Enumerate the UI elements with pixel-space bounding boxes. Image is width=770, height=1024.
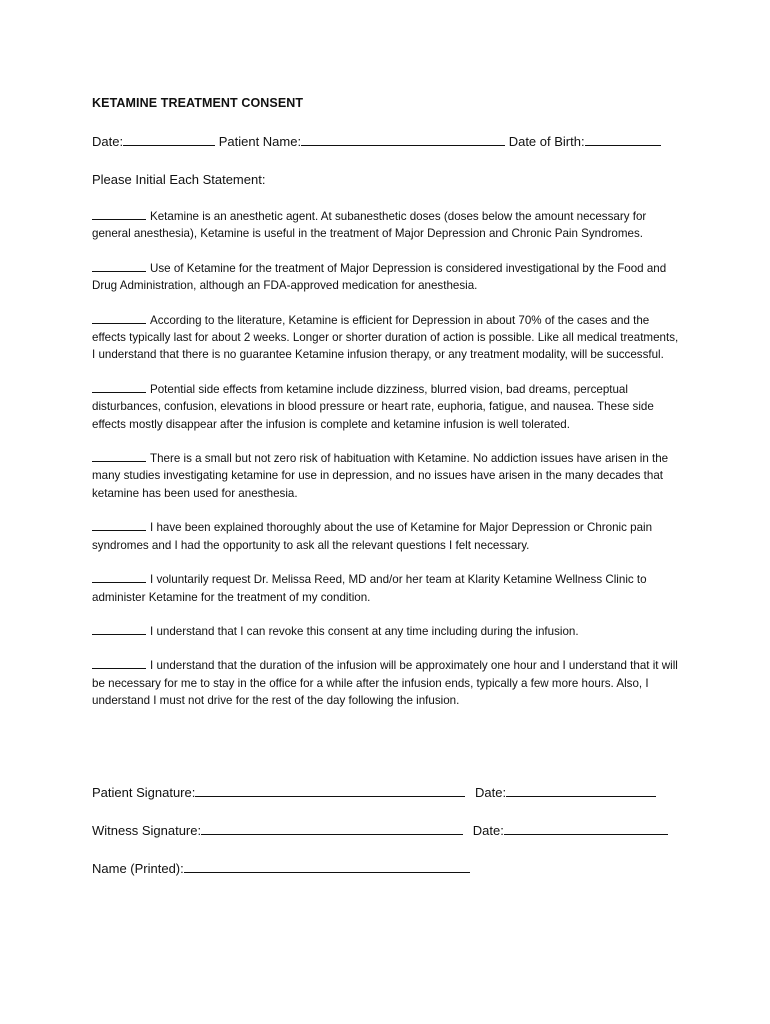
statement-item: I understand that I can revoke this consent at any time including during the infusion. <box>92 623 682 640</box>
initial-field[interactable] <box>92 261 146 272</box>
statement-item: Potential side effects from ketamine include dizziness, blurred vision, bad dreams, perceptual disturbances, confusion, elevations in blood pressure or heart rate, euphoria, fatigue, and nausea. These side effects mostly disappear after the infusion is complete and ketamine infusion is well tolerated. <box>92 382 654 431</box>
initial-field[interactable] <box>92 572 146 583</box>
initial-field[interactable] <box>92 451 146 462</box>
initial-instruction: Please Initial Each Statement: <box>92 172 266 187</box>
statement-item: Ketamine is an anesthetic agent. At subanesthetic doses (doses below the amount necessary for general anesthesia), Ketamine is useful in the treatment of Major Depression and Chronic Pain Syndromes. <box>92 210 647 241</box>
witness-signature-field[interactable] <box>201 822 463 835</box>
patient-signature-label: Patient Signature: <box>92 785 196 800</box>
initial-field[interactable] <box>92 382 146 393</box>
initial-field[interactable] <box>92 209 146 220</box>
witness-date-field[interactable] <box>504 822 668 835</box>
statement-item: I understand that the duration of the infusion will be approximately one hour and I understand that it will be necessary for me to stay in the office for a while after the infusion ends, typically a few more hours. Also, I understand I must not drive for the rest of the day following the infusion. <box>92 659 678 708</box>
patient-name-field[interactable] <box>301 133 505 146</box>
document-title: KETAMINE TREATMENT CONSENT <box>92 96 304 110</box>
initial-field[interactable] <box>92 520 146 531</box>
patient-name-label: Patient Name: <box>218 134 302 149</box>
name-printed-row <box>92 860 476 876</box>
statement-item: There is a small but not zero risk of habituation with Ketamine. No addiction issues have arisen in the many studies investigating ketamine for use in depression, and no issues have arisen in the many decades that ketamine has been used for anesthesia. <box>92 452 669 500</box>
witness-signature-row <box>92 822 674 838</box>
date-label: Date: <box>92 134 124 149</box>
dob-label: Date of Birth: <box>508 134 585 149</box>
header-fields-row <box>92 133 661 149</box>
statement-item: Use of Ketamine for the treatment of Major Depression is considered investigational by the Food and Drug Administration, although an FDA-approved medication for anesthesia. <box>92 261 667 293</box>
patient-signature-field[interactable] <box>195 784 465 797</box>
patient-signature-row <box>92 784 662 800</box>
initial-field[interactable] <box>92 624 146 635</box>
witness-date-label: Date: <box>472 823 504 838</box>
dob-field[interactable] <box>585 133 661 146</box>
statement-item: I voluntarily request Dr. Melissa Reed, MD and/or her team at Klarity Ketamine Wellness Clinic to administer Ketamine for the treatment of my condition. <box>92 573 647 604</box>
name-printed-field[interactable] <box>184 860 470 873</box>
initial-field[interactable] <box>92 313 146 324</box>
statement-item: According to the literature, Ketamine is efficient for Depression in about 70% of the cases and the effects typically last for about 2 weeks. Longer or shorter duration of action is possible. Like all medical treatments, I understand that there is no guarantee Ketamine infusion therapy, or any treatment modality, will be successful. <box>92 313 679 362</box>
date-field[interactable] <box>123 133 215 146</box>
statements-list <box>92 208 682 727</box>
initial-field[interactable] <box>92 658 146 669</box>
patient-date-label: Date: <box>474 785 507 800</box>
name-printed-label: Name (Printed): <box>92 861 184 876</box>
statement-item: I have been explained thoroughly about the use of Ketamine for Major Depression or Chronic pain syndromes and I had the opportunity to ask all the relevant questions I felt necessary. <box>92 521 653 552</box>
witness-signature-label: Witness Signature: <box>92 823 202 838</box>
patient-date-field[interactable] <box>506 784 656 797</box>
